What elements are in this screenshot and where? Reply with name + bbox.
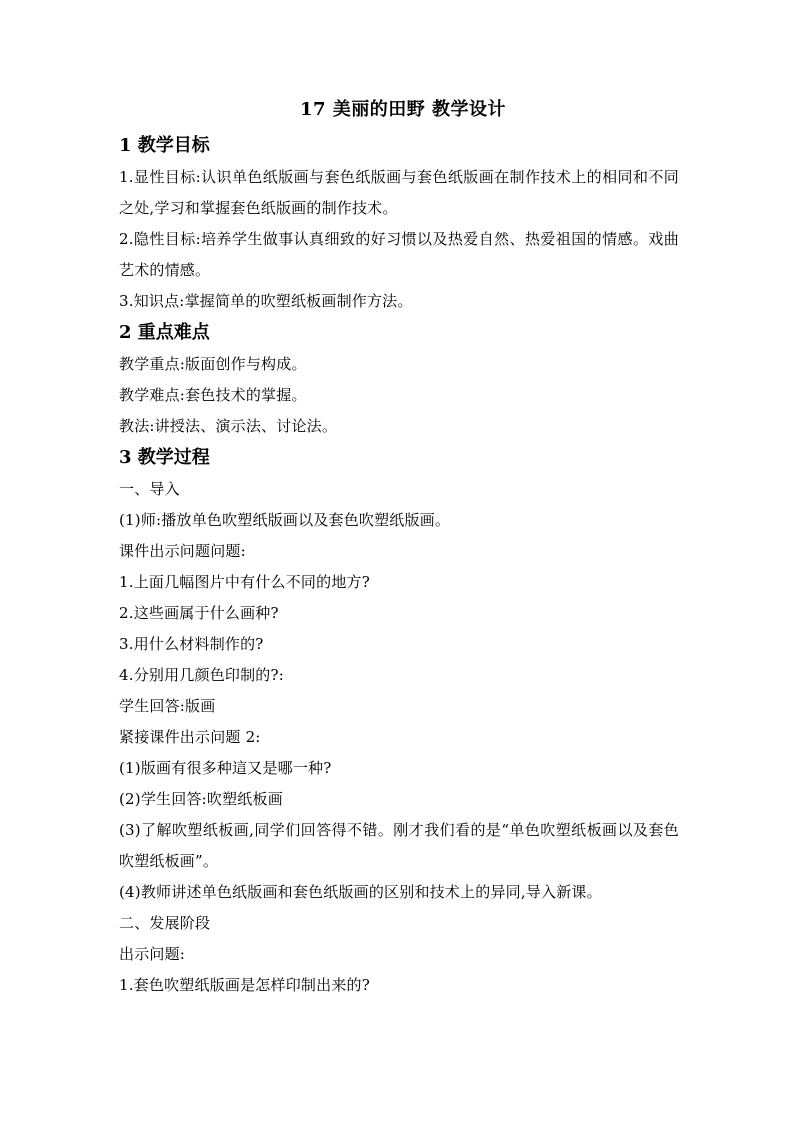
process-item: (1)师:播放单色吹塑纸版画以及套色吹塑纸版画。 <box>119 511 451 529</box>
process-item: 二、发展阶段 <box>119 914 211 932</box>
process-item: (3)了解吹塑纸板画,同学们回答得不错。刚才我们看的是“单色吹塑纸板画以及套色吹塑纸板画”。 <box>119 821 679 870</box>
section-heading-process: 3 教学过程 <box>119 447 210 468</box>
process-item: (1)版画有很多种這又是哪一种? <box>119 759 332 777</box>
process-item: 出示问题: <box>119 945 186 963</box>
process-item: (2)学生回答:吹塑纸板画 <box>119 790 283 808</box>
key-point-item: 教法:讲授法、演示法、讨论法。 <box>119 417 338 435</box>
document-page <box>119 96 679 1001</box>
process-item: 一、导入 <box>119 480 180 498</box>
goal-item: 1.显性目标:认识单色纸版画与套色纸版画与套色纸版画在制作技术上的相同和不同之处,学习和掌握套色纸版画的制作技术。 <box>119 168 679 217</box>
process-item: 紧接课件出示问题 2: <box>119 728 261 746</box>
document-title: 17 美丽的田野 教学设计 <box>299 99 507 120</box>
key-point-item: 教学难点:套色技术的掌握。 <box>119 386 307 404</box>
process-item: 4.分别用几颜色印制的?: <box>119 666 285 684</box>
process-item: (4)教师讲述单色纸版画和套色纸版画的区别和技术上的异同,导入新课。 <box>119 883 602 901</box>
process-item: 1.套色吹塑纸版画是怎样印制出来的? <box>119 976 370 994</box>
process-item: 3.用什么材料制作的? <box>119 635 264 653</box>
goal-item: 2.隐性目标:培养学生做事认真细致的好习惯以及热爱自然、热爱祖国的情感。戏曲艺术的情感。 <box>119 230 679 279</box>
process-item: 2.这些画属于什么画种? <box>119 604 279 622</box>
process-item: 学生回答:版画 <box>119 697 216 715</box>
key-point-item: 教学重点:版面创作与构成。 <box>119 355 307 373</box>
goal-item: 3.知识点:掌握简单的吹塑纸板画制作方法。 <box>119 292 413 310</box>
section-heading-goals: 1 教学目标 <box>119 135 210 156</box>
process-item: 1.上面几幅图片中有什么不同的地方? <box>119 573 370 591</box>
process-item: 课件出示问题问题: <box>119 542 246 560</box>
section-heading-key-points: 2 重点难点 <box>119 322 210 343</box>
